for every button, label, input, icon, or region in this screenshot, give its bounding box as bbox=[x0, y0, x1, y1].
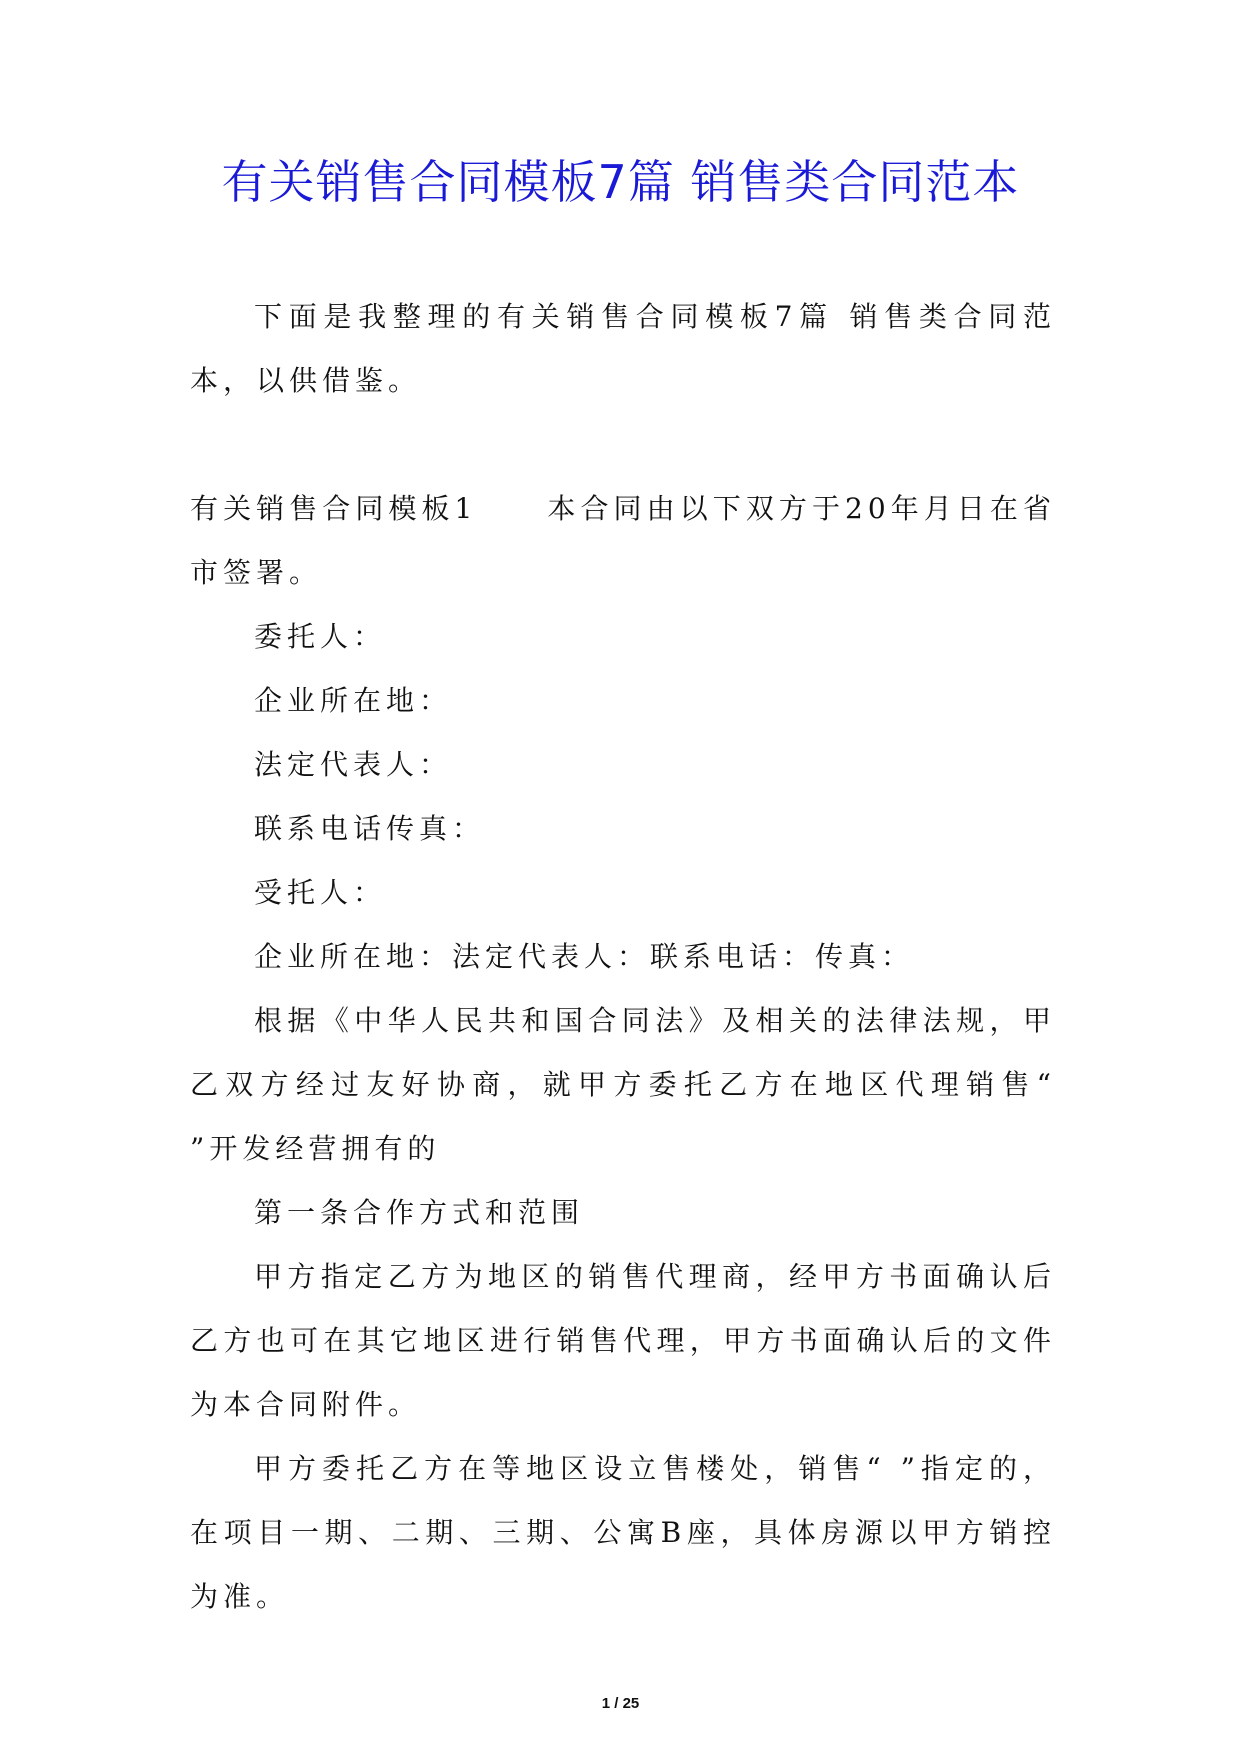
intro-paragraph: 下面是我整理的有关销售合同模板7篇 销售类合同范本，以供借鉴。 bbox=[190, 300, 1056, 397]
page-number: 1 / 25 bbox=[601, 1695, 640, 1712]
paragraph-sales-agent: 甲方指定乙方为地区的销售代理商，经甲方书面确认后乙方也可在其它地区进行销售代理，甲方书面确认后的文件为本合同附件。 bbox=[190, 1260, 1056, 1421]
paragraph-enterprise-location: 企业所在地： bbox=[254, 684, 453, 717]
document-body bbox=[190, 285, 1056, 1629]
paragraph-phone-fax: 联系电话传真： bbox=[254, 812, 486, 845]
paragraph-trustee-details: 企业所在地：法定代表人：联系电话：传真： bbox=[254, 940, 915, 973]
paragraph-sales-office: 甲方委托乙方在等地区设立售楼处，销售“ ”指定的，在项目一期、二期、三期、公寓B座，具体房源以甲方销控为准。 bbox=[190, 1452, 1056, 1613]
document-title: 有关销售合同模板7篇 销售类合同范本 bbox=[221, 155, 1020, 209]
section-heading: 有关销售合同模板1 bbox=[190, 492, 478, 525]
paragraph-legal-basis: 根据《中华人民共和国合同法》及相关的法律法规，甲乙双方经过友好协商，就甲方委托乙方在地区代理销售“ ”开发经营拥有的 bbox=[190, 1004, 1056, 1165]
section-lead-text: 本合同由以下双方于20年月日在省市签署。 bbox=[190, 492, 1056, 589]
section-lead-paragraph bbox=[190, 477, 1056, 605]
paragraph-entrusting-party: 委托人： bbox=[254, 620, 387, 653]
paragraph-legal-representative: 法定代表人： bbox=[254, 748, 453, 781]
article-one-heading: 第一条合作方式和范围 bbox=[254, 1196, 585, 1229]
paragraph-spacer bbox=[190, 413, 1056, 477]
paragraph-trustee: 受托人： bbox=[254, 876, 387, 909]
